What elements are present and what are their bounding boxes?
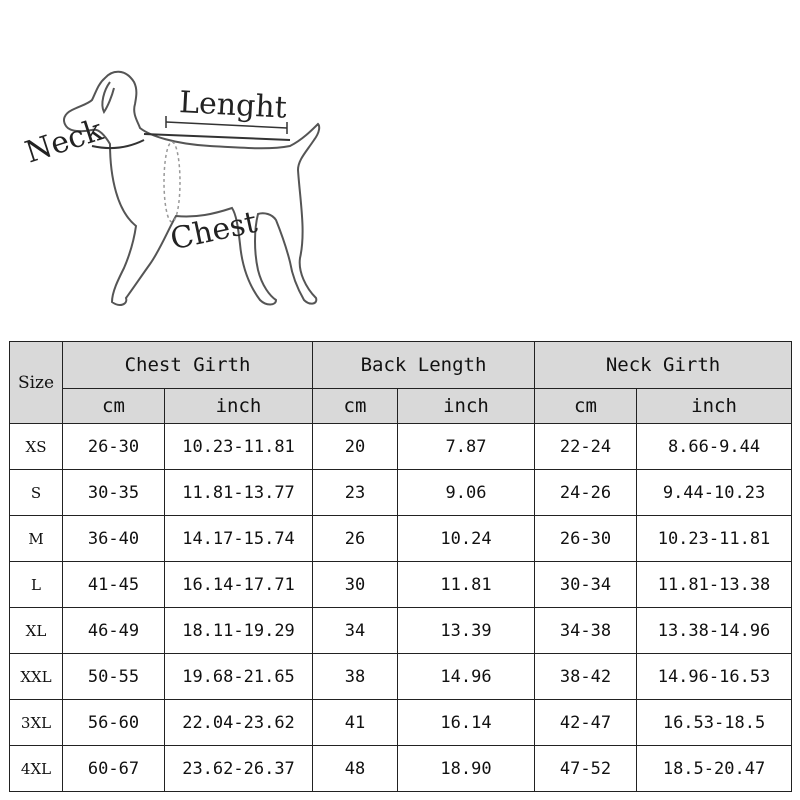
table-cell: 22-24 <box>535 424 637 470</box>
table-cell: 11.81-13.77 <box>165 470 313 516</box>
unit-header: cm <box>535 389 637 424</box>
table-cell: 16.14-17.71 <box>165 562 313 608</box>
table-cell: 60-67 <box>63 746 165 792</box>
table-cell: 10.23-11.81 <box>637 516 792 562</box>
size-rows <box>10 424 792 792</box>
table-cell: 30 <box>313 562 398 608</box>
table-cell: 24-26 <box>535 470 637 516</box>
table-cell: 10.24 <box>398 516 535 562</box>
dog-measurement-diagram <box>0 0 800 330</box>
chest-label: Chest <box>167 204 261 258</box>
table-cell: 23.62-26.37 <box>165 746 313 792</box>
size-cell: M <box>10 516 63 562</box>
table-cell: 38 <box>313 654 398 700</box>
table-row <box>10 746 792 792</box>
size-cell: XS <box>10 424 63 470</box>
header-row-groups <box>10 342 792 389</box>
size-cell: L <box>10 562 63 608</box>
size-cell: S <box>10 470 63 516</box>
table-cell: 14.96-16.53 <box>637 654 792 700</box>
size-chart-table <box>9 341 792 792</box>
table-row <box>10 700 792 746</box>
table-cell: 10.23-11.81 <box>165 424 313 470</box>
table-row <box>10 470 792 516</box>
back-length-header: Back Length <box>313 342 535 389</box>
unit-header: inch <box>398 389 535 424</box>
table-cell: 16.53-18.5 <box>637 700 792 746</box>
table-cell: 38-42 <box>535 654 637 700</box>
size-column-header: Size <box>10 342 63 424</box>
dog-outline-icon <box>0 0 800 330</box>
table-cell: 14.17-15.74 <box>165 516 313 562</box>
length-label: Lenght <box>178 85 288 126</box>
table-cell: 34-38 <box>535 608 637 654</box>
table-cell: 47-52 <box>535 746 637 792</box>
unit-header: cm <box>63 389 165 424</box>
table-cell: 26-30 <box>535 516 637 562</box>
table-cell: 18.11-19.29 <box>165 608 313 654</box>
table-cell: 30-34 <box>535 562 637 608</box>
table-cell: 7.87 <box>398 424 535 470</box>
unit-header: inch <box>637 389 792 424</box>
table-row <box>10 424 792 470</box>
table-cell: 50-55 <box>63 654 165 700</box>
table-cell: 42-47 <box>535 700 637 746</box>
size-cell: XXL <box>10 654 63 700</box>
table-cell: 34 <box>313 608 398 654</box>
size-cell: XL <box>10 608 63 654</box>
table-cell: 18.90 <box>398 746 535 792</box>
table-cell: 41 <box>313 700 398 746</box>
table-cell: 9.44-10.23 <box>637 470 792 516</box>
table-row <box>10 608 792 654</box>
table-cell: 30-35 <box>63 470 165 516</box>
table-cell: 9.06 <box>398 470 535 516</box>
table-cell: 16.14 <box>398 700 535 746</box>
table-cell: 36-40 <box>63 516 165 562</box>
neck-girth-header: Neck Girth <box>535 342 792 389</box>
table-cell: 41-45 <box>63 562 165 608</box>
table-cell: 13.38-14.96 <box>637 608 792 654</box>
table-row <box>10 562 792 608</box>
table-cell: 26-30 <box>63 424 165 470</box>
table-cell: 48 <box>313 746 398 792</box>
table-cell: 23 <box>313 470 398 516</box>
table-cell: 11.81-13.38 <box>637 562 792 608</box>
neck-label: Neck <box>21 112 108 171</box>
table-cell: 8.66-9.44 <box>637 424 792 470</box>
table-cell: 14.96 <box>398 654 535 700</box>
chest-girth-header: Chest Girth <box>63 342 313 389</box>
table-cell: 11.81 <box>398 562 535 608</box>
unit-header: inch <box>165 389 313 424</box>
unit-header: cm <box>313 389 398 424</box>
table-cell: 19.68-21.65 <box>165 654 313 700</box>
size-cell: 4XL <box>10 746 63 792</box>
table-cell: 46-49 <box>63 608 165 654</box>
table-cell: 26 <box>313 516 398 562</box>
table-cell: 56-60 <box>63 700 165 746</box>
table-cell: 18.5-20.47 <box>637 746 792 792</box>
table-cell: 20 <box>313 424 398 470</box>
table-row <box>10 654 792 700</box>
size-cell: 3XL <box>10 700 63 746</box>
table-cell: 22.04-23.62 <box>165 700 313 746</box>
table-row <box>10 516 792 562</box>
table-cell: 13.39 <box>398 608 535 654</box>
header-row-units <box>10 389 792 424</box>
